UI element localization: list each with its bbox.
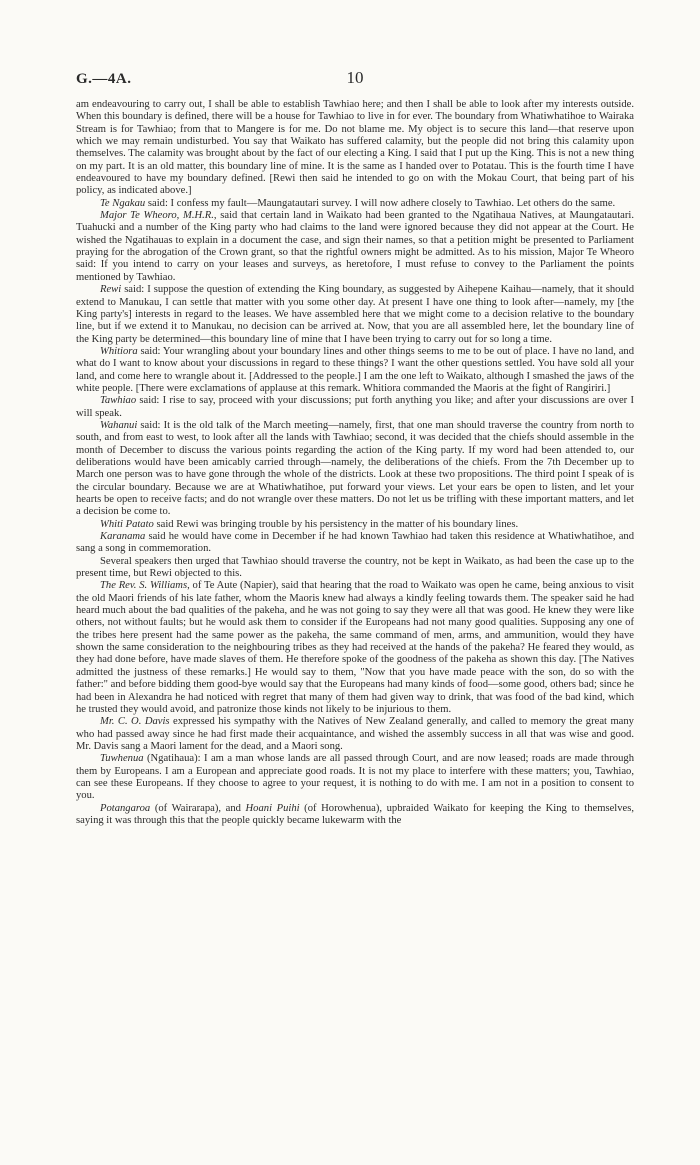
speaker-name: Potangaroa <box>100 802 151 814</box>
speaker-name: Rewi <box>100 284 122 296</box>
paragraph-davis: Mr. C. O. Davis expressed his sympathy with the Natives of New Zealand generally, and called to memory the great many who had passed away since he had first made their acquaintance, and wished the assembly success in all that was wise and good. Mr. Davis sang a Maori lament for the dead, and a Maori song. <box>76 716 634 752</box>
body-text <box>76 99 634 827</box>
speaker-name: Mr. C. O. Davis <box>100 716 170 728</box>
speaker-name: The Rev. S. Williams <box>100 580 188 592</box>
page-number: 10 <box>346 68 364 87</box>
paragraph-potangaroa: Potangaroa (of Wairarapa), and Hoani Puihi (of Horowhenua), upbraided Waikato for keeping the King to themselves, saying it was through this that the people quickly became lukewarm with the <box>76 802 634 826</box>
speaker-name: Te Ngakau <box>100 197 146 209</box>
speaker-name: Wahanui <box>100 419 138 431</box>
paragraph-whiti-patato: Whiti Patato said Rewi was bringing trouble by his persistency in the matter of his boundary lines. <box>100 518 519 530</box>
paragraph-te-ngakau: Te Ngakau said: I confess my fault—Maungatautari survey. I will now adhere closely to Tawhiao. Let others do the same. <box>100 197 616 209</box>
paragraph-wahanui: Wahanui said: It is the old talk of the March meeting—namely, first, that one man should traverse the country from north to south, and from east to west, to look after all the lands with Tawhiao; second, it was decided that the chiefs should assemble in the month of December to discuss the various points regarding the action of the King party. If my word had been attended to, our deliberations would have been amicably carried through—namely, the deliberations of the chiefs. From the 7th December up to March one person was to have gone through the whole of the districts. Look at these two propositions. The third point I speak of is the circular boundary. Because we are at Whatiwhatihoe, put forward your views. Let your ears be open to listen, and let your hearts be open to receive facts; and do not wrangle over these matters. Do not let us be trifling with these important matters, and let a decision be come to. <box>76 419 634 518</box>
paragraph-te-wheoro: Major Te Wheoro, M.H.R., said that certain land in Waikato had been granted to the Ngatihaua Natives, at Maungatautari. Tuahucki and a number of the King party who had claims to the land were ignored because they did not appear at the Court. He wished the Ngatihauas to explain in a document the case, and sign their names, so that a petition might be presented to Parliament praying for the abrogation of the Crown grant, so that the rightful owners might be admitted. As to his mission, Major Te Wheoro said: If you intend to carry on your leases and surveys, as heretofore, I must refuse to convey to the Parliament the points mentioned by Tawhiao. <box>76 210 634 283</box>
paragraph-whitiora: Whitiora said: Your wrangling about your boundary lines and other things seems to me to be out of place. I have no land, and what do I want to know about your discussions in regard to these things? I want the other questions settled. You have sold all your land, and come here to wrangle about it. [Addressed to the people.] I am the one left to Waikato, although I smashed the jaws of the white people. [There were exclamations of applause at this remark. Whitiora commanded the Maoris at the fight of Rangiriri.] <box>76 345 634 394</box>
paragraph-tawhiao: Tawhiao said: I rise to say, proceed with your discussions; put forth anything you like; and after your discussions are over I will speak. <box>76 395 634 419</box>
speaker-name: Tuwhenua <box>100 753 144 765</box>
speaker-name: Whiti Patato <box>100 518 154 530</box>
speaker-name: Major Te Wheoro, M.H.R. <box>100 210 214 222</box>
paragraph-1: am endeavouring to carry out, I shall be able to establish Tawhiao here; and then I shall be able to look after my interests outside. When this boundary is defined, there will be a house for Tawhiao to live in for ever. The boundary from Whatiwhatihoe to Wairaka Stream is for Tawhiao; from that to Mangere is for me. Do not blame me. My object is to secure this land—that reserve upon which we may remain undisturbed. You say that Waikato has suffered calamity, but the people did not bring this calamity upon themselves. The calamity was brought about by the fact of our electing a King. I said that I put up the King. This is not a new thing on my part. It is an old matter, this boundary line of mine. It is the same as I handed over to Potatau. This is the fourth time I have endeavoured to have my boundary defined. [Rewi then said he intended to go on with the Mokau Court, that being part of his policy, as indicated above.] <box>76 99 634 197</box>
paragraph-karanama: Karanama said he would have come in December if he had known Tawhiao had taken this residence at Whatiwhatihoe, and sang a song in commemoration. <box>76 531 634 555</box>
speaker-name: Tawhiao <box>100 395 137 407</box>
paragraph-rewi: Rewi said: I suppose the question of extending the King boundary, as suggested by Aihepene Kaihau—namely, that it should extend to Manukau, I can settle that matter with you some other day. At present I have one thing to look after—namely, my [the King party's] interests in regard to the leases. We have assembled here that we might come to a decision relative to the boundary line, but if we extend it to Manukau, no decision can be arrived at. Now, that you are all assembled here, let the boundary line of the King party be determined—this boundary line of mine that I have been trying to carry out for so long a time. <box>76 284 634 345</box>
paragraph-tuwhenua: Tuwhenua (Ngatihaua): I am a man whose lands are all passed through Court, and are now leased; roads are made through them by Europeans. I am a European and appreciate good roads. It is not my place to interfere with these matters; you, Tawhiao, can see these Europeans. If they choose to agree to your request, it is nothing to do with me. I am not in a position to consent to you. <box>76 753 634 802</box>
paragraph-rev-williams: The Rev. S. Williams, of Te Aute (Napier), said that hearing that the road to Waikato was open he came, being anxious to visit the old Maori friends of his late father, whom the Maoris knew had always a kindly feeling towards them. The speaker said he had heard much about the bad qualities of the pakeha, and he was not going to say they were all that was good. He knew they were like others, not without faults; but he would ask them to consider if the Europeans had not many good qualities. Supposing any one of the tribes here present had the same power as the pakeha, the same command of men, arms, and ammunition, would they have shown the same consideration to the neighbouring tribes as they had received at the hands of the pakeha? He feared they would, as they had done before, have made slaves of them. He therefore spoke of the goodness of the pakeha as shown this day. [The Natives admitted the justness of these remarks.] He would say to them, "Now that you have made peace with the son, do so with the father:" and before bidding them good-bye would say that the Europeans had many kinds of food—some good, others bad; since he had been in Alexandra he had noticed with regret that many of them had given way to drink, that was food of the bad kind, which he trusted they would avoid, and patronize those kinds not likely to be injurious to them. <box>76 580 634 715</box>
speaker-name: Whitiora <box>100 345 138 357</box>
document-reference: G.—4A. <box>76 71 132 87</box>
speaker-name: Hoani Puihi <box>245 802 300 814</box>
page-header <box>76 0 634 100</box>
paragraph-several-speakers: Several speakers then urged that Tawhiao should traverse the country, not be kept in Waikato, as had been the case up to the present time, but Rewi objected to this. <box>76 555 634 580</box>
speaker-name: Karanama <box>100 531 146 543</box>
